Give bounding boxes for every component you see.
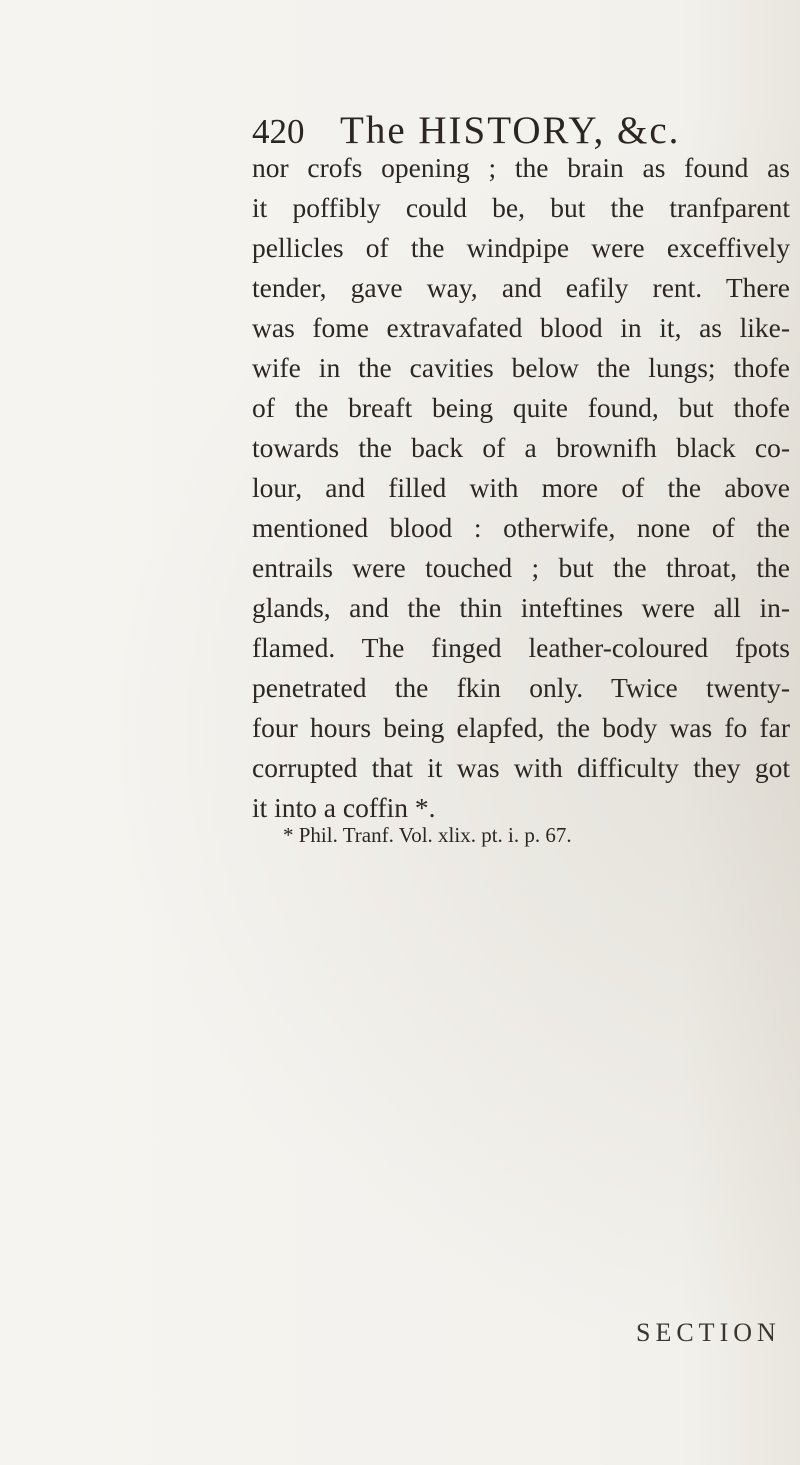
text-line: penetrated the fkin only. Twice twenty- xyxy=(252,672,790,703)
text-line: towards the back of a brownifh black co- xyxy=(252,432,790,463)
catchword: SECTION xyxy=(636,1318,781,1347)
text-line: corrupted that it was with difficulty they got xyxy=(252,752,790,783)
footnote: * Phil. Tranf. Vol. xlix. pt. i. p. 67. xyxy=(283,823,572,847)
text-line: mentioned blood : otherwife, none of the xyxy=(252,512,790,543)
page-number: 420 xyxy=(252,112,305,151)
text-line: was fome extravafated blood in it, as like- xyxy=(252,312,790,343)
text-line: glands, and the thin inteftines were all in- xyxy=(252,592,790,623)
text-line: lour, and filled with more of the above xyxy=(252,472,790,503)
text-line: four hours being elapfed, the body was fo far xyxy=(252,712,790,743)
text-line: it poffibly could be, but the tranfparent xyxy=(252,192,790,223)
text-line: it into a coffin *. xyxy=(252,792,436,823)
text-line: tender, gave way, and eafily rent. There xyxy=(252,272,790,303)
body-text xyxy=(252,148,790,828)
text-line: of the breaft being quite found, but thofe xyxy=(252,392,790,423)
text-line: wife in the cavities below the lungs; thofe xyxy=(252,352,790,383)
text-line: flamed. The finged leather-coloured fpots xyxy=(252,632,790,663)
text-line: entrails were touched ; but the throat, the xyxy=(252,552,790,583)
running-title: The HISTORY, &c. xyxy=(340,109,681,152)
text-line: nor crofs opening ; the brain as found as xyxy=(252,152,790,183)
text-line: pellicles of the windpipe were exceffively xyxy=(252,232,790,263)
